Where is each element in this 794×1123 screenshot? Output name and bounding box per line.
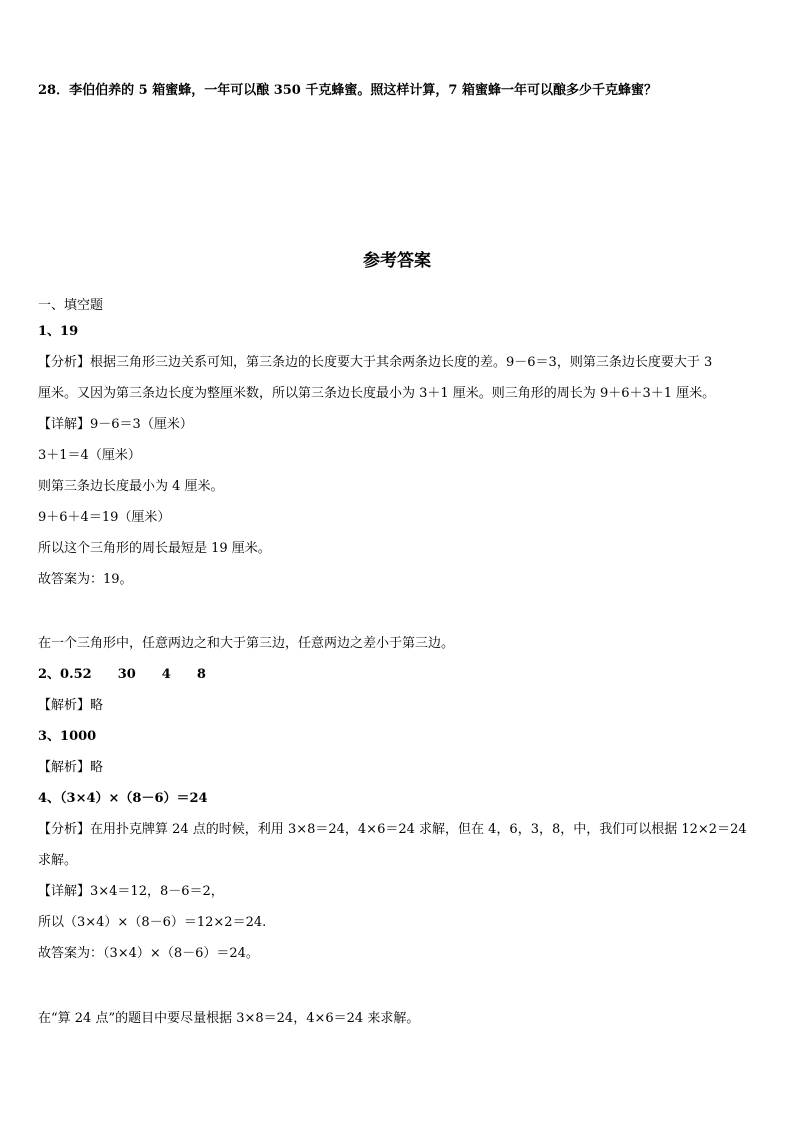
question-28: 28．李伯伯养的 5 箱蜜蜂，一年可以酿 350 千克蜂蜜。照这样计算，7 箱蜜蜂一年可以酿多少千克蜂蜜？ [38,83,657,98]
explanation-line: 【解析】略 [38,760,104,775]
tip-line: 在一个三角形中，任意两边之和大于第三边，任意两边之差小于第三边。 [38,636,455,651]
detail-line: 【详解】3×4＝12，8－6＝2， [38,884,224,899]
section-heading: 一、填空题 [38,298,104,313]
answer-1: 1、19 [38,324,79,339]
final-answer-line: 故答案为：（3×4）×（8－6）＝24。 [38,946,259,961]
detail-line: 9＋6＋4＝19（厘米） [38,510,171,525]
tip-line: 在“算 24 点”的题目中要尽量根据 3×8＝24，4×6＝24 来求解。 [38,1011,420,1026]
detail-line: 【详解】9－6＝3（厘米） [38,417,193,432]
final-answer-line: 故答案为：19。 [38,572,133,587]
analysis-line: 【分析】在用扑克牌算 24 点的时候，利用 3×8＝24，4×6＝24 求解，但在 4，6，3，8，中，我们可以根据 12×2＝24 [38,822,747,837]
analysis-line: 求解。 [38,853,78,868]
answer-title: 参考答案 [363,251,431,271]
analysis-line: 厘米。又因为第三条边长度为整厘米数，所以第三条边长度最小为 3＋1 厘米。则三角形的周长为 9＋6＋3＋1 厘米。 [38,386,716,401]
detail-line: 所以（3×4）×（8－6）＝12×2＝24. [38,915,267,930]
analysis-line: 【分析】根据三角形三边关系可知，第三条边的长度要大于其余两条边长度的差。9－6＝3，则第三条边长度要大于 3 [38,355,713,370]
answer-3: 3、1000 [38,729,97,744]
answer-4: 4、（3×4）×（8－6）＝24 [38,791,208,806]
explanation-line: 【解析】略 [38,698,104,713]
answer-2: 2、0.52 30 4 8 [38,667,206,682]
detail-line: 所以这个三角形的周长最短是 19 厘米。 [38,541,271,556]
detail-line: 则第三条边长度最小为 4 厘米。 [38,479,224,494]
detail-line: 3＋1＝4（厘米） [38,448,141,463]
